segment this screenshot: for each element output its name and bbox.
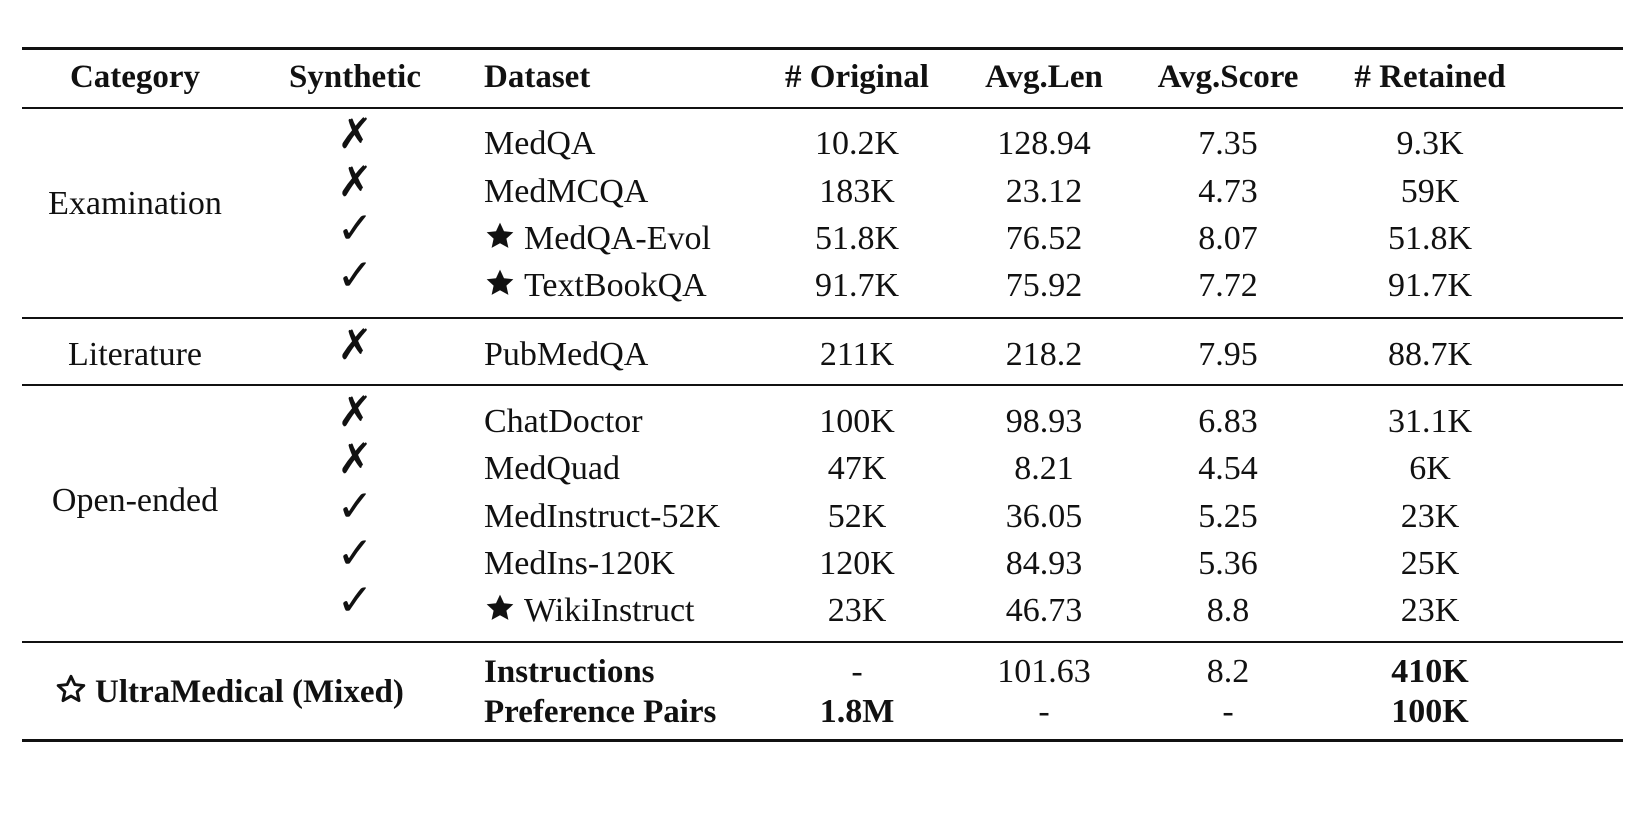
dataset-cell [484, 219, 711, 262]
retained-cell: 25K [1400, 545, 1460, 582]
avg-len-cell: 36.05 [1005, 498, 1083, 535]
retained-cell: 91.7K [1387, 267, 1473, 304]
original-cell: 120K [819, 545, 895, 582]
bottom-rule [22, 739, 1623, 742]
original-cell: 211K [819, 336, 895, 373]
filled-star-icon [484, 267, 516, 309]
check-mark: ✓ [336, 481, 374, 532]
dataset-cell [484, 402, 643, 442]
summary-avg-len-cell: - [1038, 693, 1050, 730]
avg-score-cell: 4.73 [1198, 173, 1258, 210]
retained-cell: 9.3K [1396, 125, 1464, 162]
cross-mark: ✗ [337, 387, 373, 436]
avg-len-cell: 84.93 [1005, 545, 1083, 582]
header-retained: # Retained [1354, 59, 1506, 95]
avg-len-cell: 46.73 [1005, 592, 1083, 629]
original-cell: 100K [819, 403, 895, 440]
original-cell: 91.7K [814, 267, 900, 304]
cross-mark: ✗ [337, 434, 373, 483]
summary-retained-cell: 100K [1391, 693, 1469, 730]
cross-mark: ✗ [337, 157, 373, 206]
avg-len-cell: 23.12 [1005, 173, 1083, 210]
dataset-name: MedIns-120K [484, 545, 675, 582]
avg-len-cell: 98.93 [1005, 403, 1083, 440]
original-cell: 52K [827, 498, 887, 535]
summary-avg-len-cell: 101.63 [997, 653, 1091, 690]
dataset-cell [484, 266, 707, 309]
avg-len-cell: 75.92 [1005, 267, 1083, 304]
summary-retained-cell: 410K [1391, 653, 1469, 690]
summary-avg-score-cell: 8.2 [1206, 653, 1250, 690]
dataset-cell [484, 591, 694, 634]
summary-dataset: Instructions [484, 654, 655, 690]
avg-score-cell: 8.8 [1206, 592, 1250, 629]
dataset-cell [484, 449, 620, 489]
check-mark: ✓ [336, 528, 374, 579]
group-category: Open-ended [51, 482, 219, 519]
dataset-name: MedInstruct-52K [484, 498, 721, 535]
summary-original-cell: - [851, 653, 863, 690]
original-cell: 10.2K [814, 125, 900, 162]
dataset-name: MedQuad [484, 450, 620, 487]
retained-cell: 6K [1409, 450, 1451, 487]
header-avg-len: Avg.Len [985, 59, 1103, 95]
header-original: # Original [785, 59, 929, 95]
retained-cell: 59K [1400, 173, 1460, 210]
avg-score-cell: 7.35 [1198, 125, 1258, 162]
summary-avg-score-cell: - [1222, 693, 1234, 730]
outline-star-icon [55, 673, 87, 715]
group-rule-1 [22, 317, 1623, 319]
group-category: Examination [48, 185, 222, 222]
avg-len-cell: 218.2 [1005, 336, 1083, 373]
avg-score-cell: 4.54 [1198, 450, 1258, 487]
avg-score-cell: 6.83 [1198, 403, 1258, 440]
filled-star-icon [484, 592, 516, 634]
dataset-cell [484, 172, 648, 212]
dataset-name: TextBookQA [524, 267, 707, 304]
check-mark: ✓ [336, 575, 374, 626]
check-mark: ✓ [336, 203, 374, 254]
avg-len-cell: 8.21 [1014, 450, 1074, 487]
summary-original-cell: 1.8M [819, 693, 895, 730]
dataset-cell [484, 497, 720, 537]
dataset-name: MedQA-Evol [524, 220, 711, 257]
dataset-cell [484, 335, 648, 375]
original-cell: 23K [827, 592, 887, 629]
dataset-cell [484, 124, 595, 164]
dataset-name: WikiInstruct [524, 592, 695, 629]
summary-rule [22, 641, 1623, 643]
top-rule [22, 47, 1623, 50]
filled-star-icon [484, 220, 516, 262]
avg-score-cell: 7.95 [1198, 336, 1258, 373]
dataset-name: PubMedQA [484, 336, 649, 373]
dataset-name: MedMCQA [484, 173, 649, 210]
dataset-cell [484, 544, 675, 584]
group-category: Literature [67, 336, 203, 373]
original-cell: 47K [827, 450, 887, 487]
retained-cell: 51.8K [1387, 220, 1473, 257]
header-synthetic: Synthetic [289, 59, 421, 95]
avg-len-cell: 76.52 [1005, 220, 1083, 257]
header-rule [22, 107, 1623, 109]
dataset-name: MedQA [484, 125, 596, 162]
check-mark: ✓ [336, 250, 374, 301]
avg-score-cell: 5.25 [1198, 498, 1258, 535]
retained-cell: 23K [1400, 498, 1460, 535]
original-cell: 51.8K [814, 220, 900, 257]
avg-len-cell: 128.94 [997, 125, 1091, 162]
avg-score-cell: 8.07 [1198, 220, 1258, 257]
retained-cell: 88.7K [1387, 336, 1473, 373]
avg-score-cell: 5.36 [1198, 545, 1258, 582]
header-dataset: Dataset [484, 59, 591, 95]
retained-cell: 23K [1400, 592, 1460, 629]
original-cell: 183K [819, 173, 895, 210]
dataset-name: ChatDoctor [484, 403, 643, 440]
summary-category-label: UltraMedical (Mixed) [95, 674, 404, 710]
cross-mark: ✗ [337, 109, 373, 158]
header-category: Category [69, 59, 201, 95]
summary-dataset: Preference Pairs [484, 694, 717, 730]
cross-mark: ✗ [337, 320, 373, 369]
header-avg-score: Avg.Score [1157, 59, 1299, 95]
retained-cell: 31.1K [1387, 403, 1473, 440]
summary-category [55, 672, 404, 715]
avg-score-cell: 7.72 [1198, 267, 1258, 304]
group-rule-2 [22, 384, 1623, 386]
